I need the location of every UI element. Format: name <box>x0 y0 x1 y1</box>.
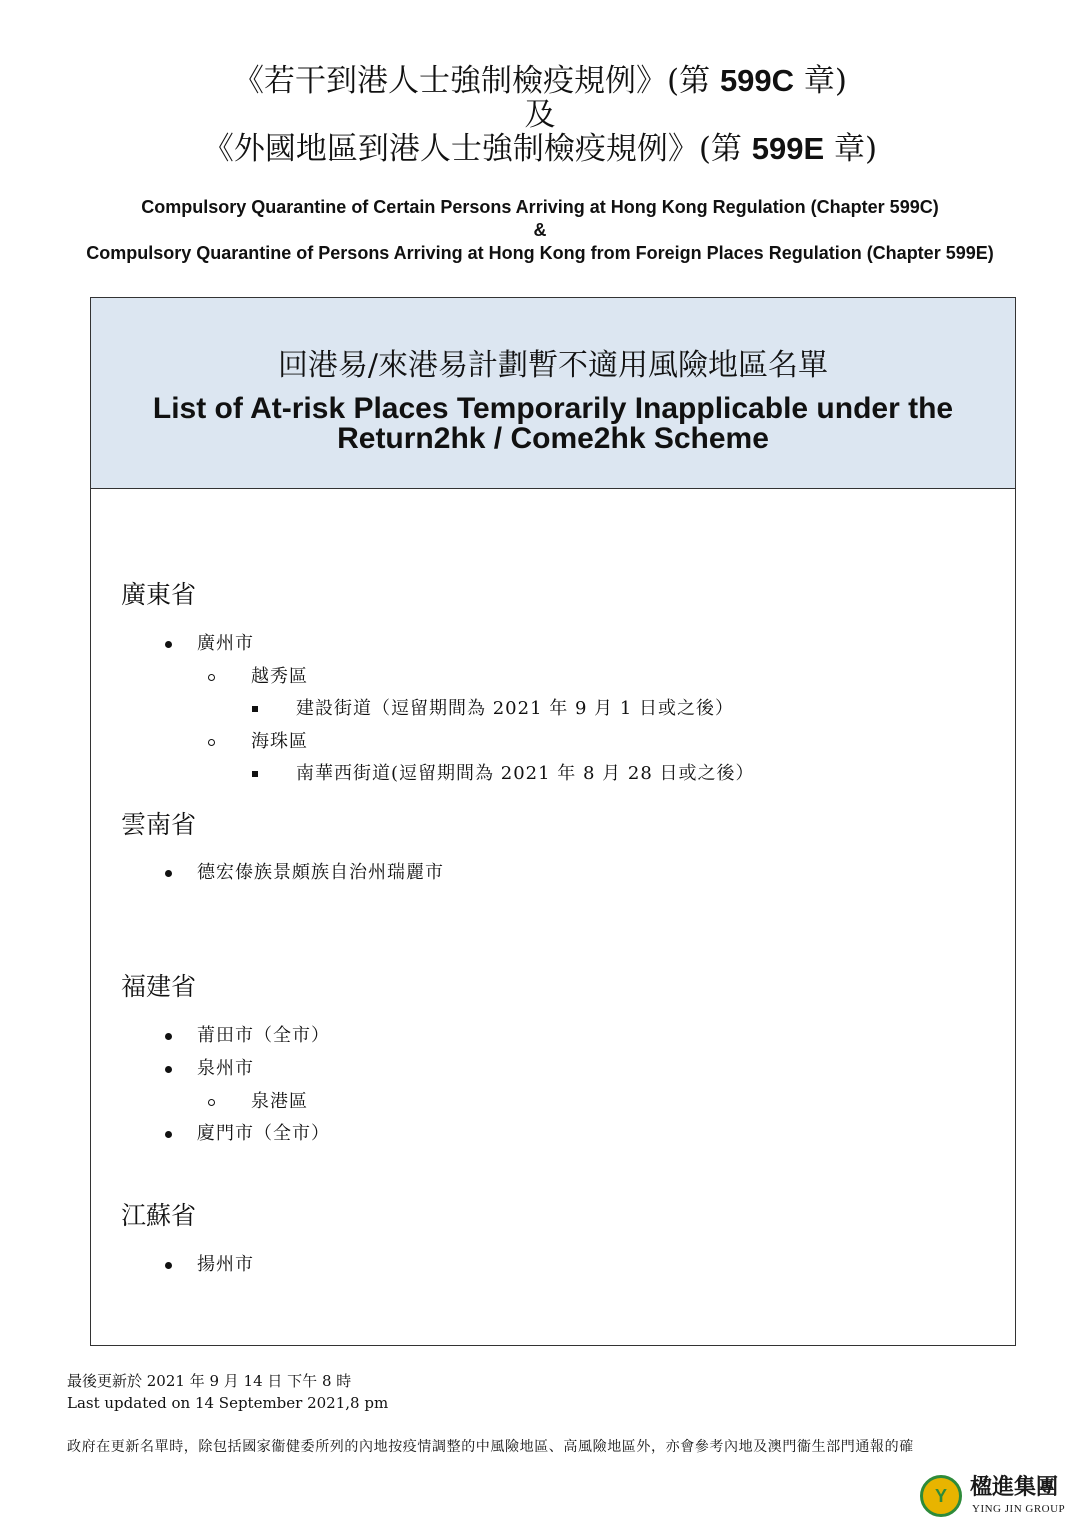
list-item-ruili: 德宏傣族景頗族自治州瑞麗市 <box>197 862 444 883</box>
box-title-en <box>91 394 1015 454</box>
at-risk-places-box <box>90 297 1016 1346</box>
title-zh-599c-text: 《若干到港人士強制檢疫規例》(第 <box>232 63 720 99</box>
list-item-putian: 莆田市（全市） <box>197 1025 330 1046</box>
logo-name-zh: 楹進集團 <box>970 1474 1059 1500</box>
title-zh-599c-end: 章) <box>794 63 847 99</box>
bullet-icon <box>165 641 172 648</box>
province-jiangsu: 江蘇省 <box>121 1201 197 1230</box>
list-item-quangang: 泉港區 <box>251 1091 308 1112</box>
title-zh-599c <box>0 62 1080 100</box>
title-zh-599e <box>0 130 1080 168</box>
bullet-icon <box>165 1066 172 1073</box>
last-updated-zh: 最後更新於 2021 年 9 月 14 日 下午 8 時 <box>67 1372 352 1390</box>
title-en-599c: Compulsory Quarantine of Certain Persons Arriving at Hong Kong Regulation (Chapter 599C) <box>141 197 939 217</box>
logo-name-en: YING JIN GROUP <box>972 1503 1066 1515</box>
list-item-nanhuaxi-street: 南華西街道(逗留期間為 2021 年 8 月 28 日或之後） <box>296 763 755 784</box>
list-item-yuexiu: 越秀區 <box>251 666 308 687</box>
list-item-haizhu: 海珠區 <box>251 731 308 752</box>
circle-bullet-icon <box>208 1099 215 1106</box>
title-en-599e: Compulsory Quarantine of Persons Arriving at Hong Kong from Foreign Places Regulation (Chapter 599E) <box>86 243 994 263</box>
title-zh-599c-num: 599C <box>719 63 795 98</box>
box-title-zh: 回港易/來港易計劃暫不適用風險地區名單 <box>277 348 829 383</box>
list-item-quanzhou: 泉州市 <box>197 1058 254 1079</box>
last-updated-en: Last updated on 14 September 2021,8 pm <box>67 1394 389 1412</box>
logo-mark: Y <box>934 1486 947 1506</box>
title-zh-599e-text: 《外國地區到港人士強制檢疫規例》(第 <box>202 131 752 167</box>
list-item-yangzhou: 揚州市 <box>197 1254 254 1275</box>
bullet-icon <box>165 1131 172 1138</box>
bullet-icon <box>165 870 172 877</box>
province-fujian: 福建省 <box>121 972 197 1001</box>
square-bullet-icon <box>252 771 258 777</box>
title-zh-and: 及 <box>524 97 556 133</box>
title-zh-599e-end: 章) <box>824 131 878 167</box>
box-header <box>91 298 1015 489</box>
box-title-en-line1: List of At-risk Places Temporarily Inapplicable under the <box>152 392 954 425</box>
square-bullet-icon <box>252 706 258 712</box>
list-item-guangzhou: 廣州市 <box>197 633 254 654</box>
title-en-and: & <box>533 220 547 240</box>
bullet-icon <box>165 1262 172 1269</box>
province-yunnan: 雲南省 <box>121 810 197 839</box>
list-item-jianshe-street: 建設街道（逗留期間為 2021 年 9 月 1 日或之後） <box>296 698 735 719</box>
title-zh-599e-num: 599E <box>751 131 825 166</box>
circle-bullet-icon <box>208 739 215 746</box>
box-title-en-line2: Return2hk / Come2hk Scheme <box>337 422 769 455</box>
ying-jin-logo-icon <box>920 1475 962 1517</box>
list-item-xiamen: 廈門市（全市） <box>197 1123 330 1144</box>
bullet-icon <box>165 1033 172 1040</box>
province-guangdong: 廣東省 <box>121 580 197 609</box>
circle-bullet-icon <box>208 674 215 681</box>
footnote: 政府在更新名單時，除包括國家衞健委所列的內地按疫情調整的中風險地區、高風險地區外，亦會參考內地及澳門衞生部門通報的確 <box>67 1439 914 1455</box>
